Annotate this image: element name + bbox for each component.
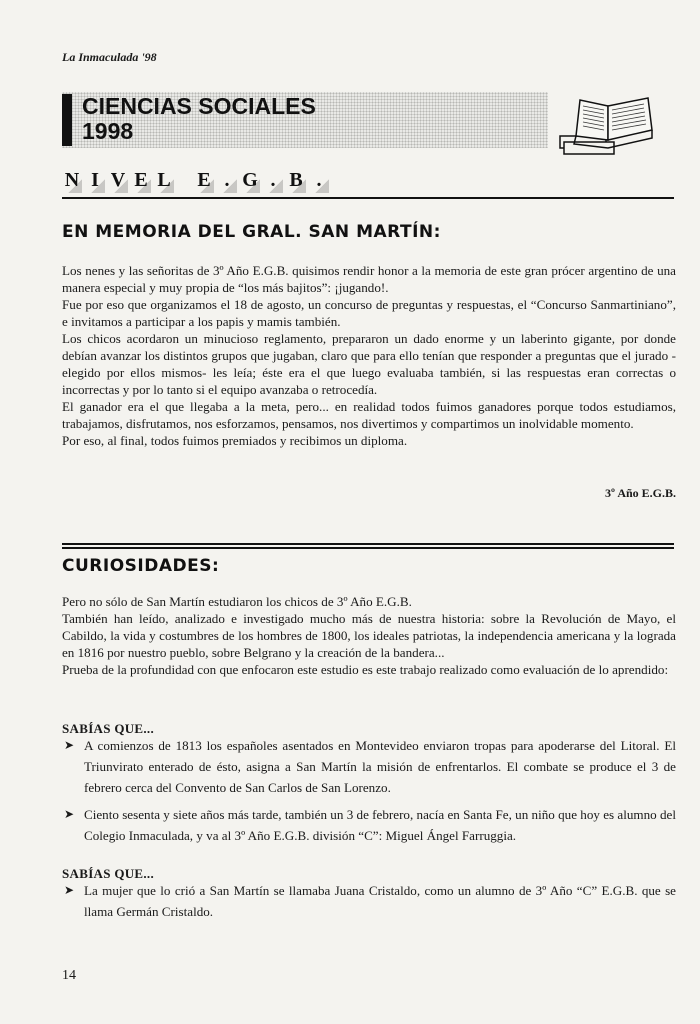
page-number: 14: [62, 968, 76, 983]
section-heading-san-martin: EN MEMORIA DEL GRAL. SAN MARTÍN:: [62, 222, 441, 242]
paragraph: Los chicos acordaron un minucioso reglamento, prepararon un dado enorme y un laberinto gigante, por donde debían avanzar los distintos grupos que jugaban, claro que para ello tenían que responder a preguntas que el jurado -elegido por ellos mismos- les leía; éste era el que luego evaluaba también, si las respuestas eran correctas o incorrectas y por lo tanto si el equipo avanzaba o retrocedía.: [62, 331, 676, 397]
paragraph: El ganador era el que llegaba a la meta, pero... en realidad todos fuimos ganadores porque todos estudiamos, trabajamos, disfrutamos, nos esforzamos, pensamos, nos divertimos y compartimos un inolvidable momento.: [62, 399, 676, 431]
section-banner: [62, 92, 548, 148]
open-book-icon: [556, 96, 660, 160]
list-item-text: La mujer que lo crió a San Martín se llamaba Juana Cristaldo, como un alumno de 3º Año “C” E.G.B. que se llama Germán Cristaldo.: [84, 883, 676, 919]
running-title: La Inmaculada '98: [62, 50, 157, 64]
level-tile: N: [62, 167, 82, 193]
banner-title-line1: CIENCIAS SOCIALES: [82, 93, 316, 119]
list-item: [64, 880, 676, 922]
section-heading-curiosidades: CURIOSIDADES:: [62, 556, 220, 576]
level-tile: E: [194, 167, 214, 193]
paragraph: También han leído, analizado e investigado mucho más de nuestra historia: sobre la Revolución de Mayo, el Cabildo, la vida y costumbres de los hombres de 1800, los ideales patriotas, la independencia americana y la lograda en 1816 por nuestro pueblo, sobre Belgrano y la creación de la bandera...: [62, 611, 676, 660]
signature: 3º Año E.G.B.: [605, 486, 676, 500]
level-tile: B: [286, 167, 306, 193]
section1-body: [62, 262, 676, 449]
sabias-que-heading: SABÍAS QUE...: [62, 721, 155, 736]
arrow-right-icon: ➤: [64, 883, 75, 897]
banner-title: [82, 94, 316, 144]
level-tile: .: [309, 167, 329, 193]
list-item: [64, 735, 676, 798]
level-tile: I: [85, 167, 105, 193]
section2-body: [62, 593, 676, 678]
list-item: [64, 804, 676, 846]
banner-title-line2: 1998: [82, 118, 134, 144]
paragraph: Por eso, al final, todos fuimos premiados y recibimos un diploma.: [62, 433, 408, 448]
level-tile: G: [240, 167, 260, 193]
paragraph: Los nenes y las señoritas de 3º Año E.G.B. quisimos rendir honor a la memoria de este gran prócer argentino de una manera especial y muy propia de “los más bajitos”: ¡jugando!.: [62, 263, 676, 295]
banner-bar: [62, 94, 72, 146]
level-tile: E: [131, 167, 151, 193]
level-tiles: [62, 165, 329, 195]
level-tile: L: [154, 167, 174, 193]
list-item-text: A comienzos de 1813 los españoles asentados en Montevideo enviaron tropas para apoderarse del Litoral. El Triunvirato enterado de ésto, asigna a San Martín la misión de enfrentarlos. El combate se produce el 3 de febrero cerca del Convento de San Carlos de San Lorenzo.: [84, 738, 676, 795]
arrow-right-icon: ➤: [64, 807, 75, 821]
header-rule: [62, 197, 674, 199]
paragraph: Prueba de la profundidad con que enfocaron este estudio es este trabajo realizado como evaluación de lo aprendido:: [62, 662, 669, 677]
level-tile: .: [263, 167, 283, 193]
sabias-que-heading: SABÍAS QUE...: [62, 866, 155, 881]
level-tile: V: [108, 167, 128, 193]
level-tile: .: [217, 167, 237, 193]
section-divider: [62, 543, 674, 549]
paragraph: Pero no sólo de San Martín estudiaron los chicos de 3º Año E.G.B.: [62, 594, 412, 609]
list-item-text: Ciento sesenta y siete años más tarde, también un 3 de febrero, nacía en Santa Fe, un niño que hoy es alumno del Colegio Inmaculada, y va al 3º Año E.G.B. división “C”: Miguel Ángel Farruggia.: [84, 807, 676, 843]
arrow-right-icon: ➤: [64, 738, 75, 752]
paragraph: Fue por eso que organizamos el 18 de agosto, un concurso de preguntas y respuestas, el “Concurso Sanmartiniano”, e invitamos a participar a los papis y mamis también.: [62, 297, 676, 329]
